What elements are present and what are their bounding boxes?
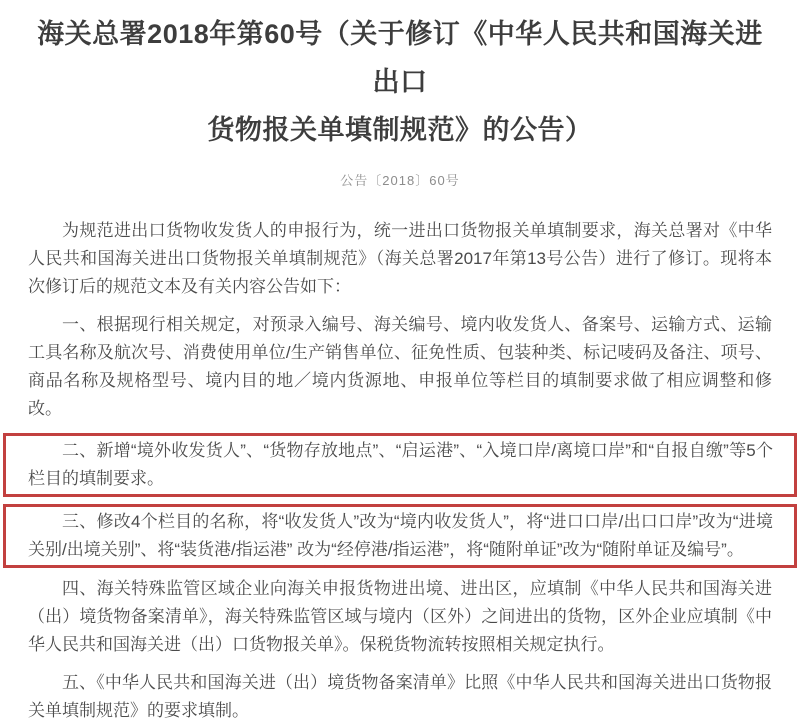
paragraph-item-2: 二、新增“境外收发货人”、“货物存放地点”、“启运港”、“入境口岸/离境口岸”和“自报自缴”等5个栏目的填制要求。 xyxy=(28,441,773,488)
page-title-line-1: 海关总署2018年第60号（关于修订《中华人民共和国海关进出口 xyxy=(37,19,763,97)
paragraph-item-1: 一、根据现行相关规定，对预录入编号、海关编号、境内收发货人、备案号、运输方式、运输工具名称及航次号、消费使用单位/生产销售单位、征免性质、包装种类、标记唛码及备注、项号、商品名称及规格型号、境内目的地／境内货源地、申报单位等栏目的填制要求做了相应调整和修改。 xyxy=(28,315,772,418)
paragraph-item-4: 四、海关特殊监管区域企业向海关申报货物进出境、进出区，应填制《中华人民共和国海关进（出）境货物备案清单》，海关特殊监管区域与境内（区外）之间进出的货物，区外企业应填制《中华人民共和国海关进（出）口货物报关单》。保税货物流转按照相关规定执行。 xyxy=(28,579,772,654)
paragraph-intro: 为规范进出口货物收发货人的申报行为，统一进出口货物报关单填制要求，海关总署对《中华人民共和国海关进出口货物报关单填制规范》（海关总署2017年第13号公告）进行了修订。现将本次修订后的规范文本及有关内容公告如下： xyxy=(28,221,772,296)
highlight-box-item-3 xyxy=(3,504,797,568)
page-title-line-2: 货物报关单填制规范》的公告） xyxy=(207,115,593,145)
announcement-number: 公告〔2018〕60号 xyxy=(340,173,460,188)
highlight-box-item-2 xyxy=(3,433,797,497)
paragraph-item-3: 三、修改4个栏目的名称，将“收发货人”改为“境内收发货人”，将“进口口岸/出口口岸”改为“进境关别/出境关别”、将“装货港/指运港” 改为“经停港/指运港”，将“随附单证”改为“随附单证及编号”。 xyxy=(28,512,773,559)
paragraph-item-5: 五、《中华人民共和国海关进（出）境货物备案清单》比照《中华人民共和国海关进出口货物报关单填制规范》的要求填制。 xyxy=(28,673,772,720)
page-title xyxy=(28,0,772,154)
